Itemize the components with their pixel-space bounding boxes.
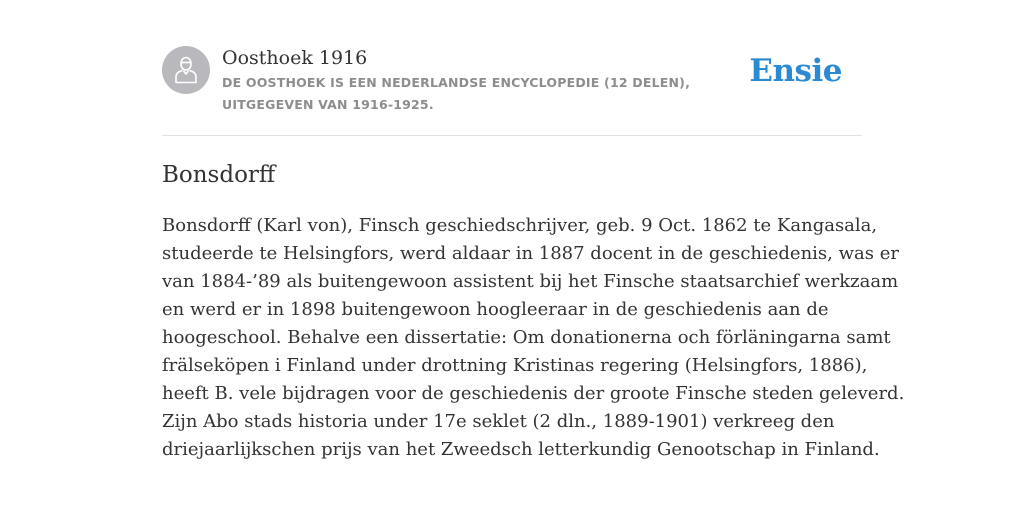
body-line: van 1884-’89 als buitengewoon assistent bij het Finsche staatsarchief werkzaam	[162, 271, 899, 292]
body-line: Bonsdorff (Karl von), Finsch geschiedschrijver, geb. 9 Oct. 1862 te Kangasala,	[162, 215, 878, 236]
body-line: driejaarlijkschen prijs van het Zweedsch letterkundig Genootschap in Finland.	[162, 439, 880, 460]
page-title: Bonsdorff	[162, 162, 276, 188]
source-title[interactable]: Oosthoek 1916	[222, 47, 368, 69]
entry-card	[162, 0, 905, 512]
body-line: hoogeschool. Behalve een dissertatie: Om donationerna och förläningarna samt	[162, 327, 891, 348]
body-line: studeerde te Helsingfors, werd aldaar in 1887 docent in de geschiedenis, was er	[162, 243, 899, 264]
body-line: en werd er in 1898 buitengewoon hoogleeraar in de geschiedenis aan de	[162, 299, 829, 320]
user-icon	[174, 56, 198, 84]
body-line: heeft B. vele bijdragen voor de geschiedenis der groote Finsche steden geleverd.	[162, 383, 905, 404]
entry-body	[162, 212, 905, 464]
divider	[162, 135, 862, 136]
source-avatar[interactable]	[162, 46, 210, 94]
source-description: DE OOSTHOEK IS EEN NEDERLANDSE ENCYCLOPEDIE (12 DELEN), UITGEGEVEN VAN 1916-1925.	[222, 75, 691, 112]
ensie-logo[interactable]: Ensie	[749, 53, 842, 89]
body-line: Zijn Abo stads historia under 17e seklet (2 dln., 1889-1901) verkreeg den	[162, 411, 835, 432]
source-header	[162, 46, 862, 116]
body-line: frälseköpen i Finland under drottning Kristinas regering (Helsingfors, 1886),	[162, 355, 868, 376]
